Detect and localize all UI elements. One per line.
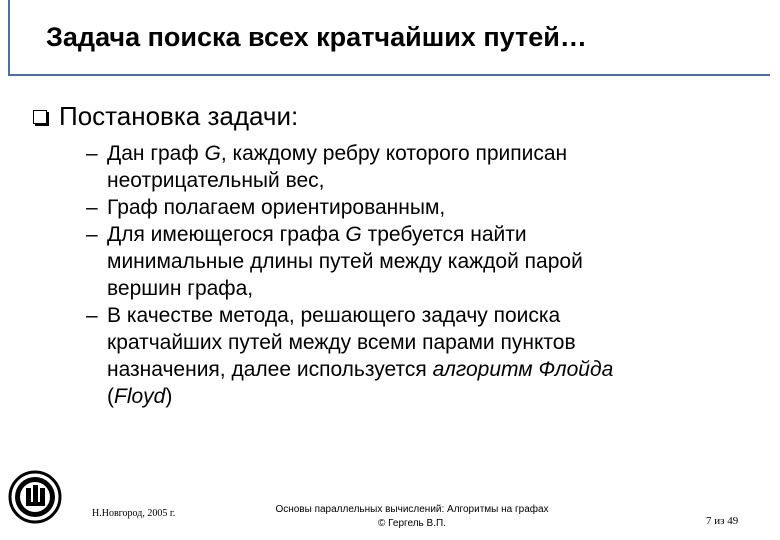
bullet-label: Постановка задачи (59, 100, 291, 131)
list-item-line: Граф полагаем ориентированным, (107, 196, 446, 219)
graph-g-text: Дан граф G, каждому ребру которого приписан (107, 142, 568, 165)
footer-author: © Гергель В.П. (378, 518, 446, 529)
sub-bullet-list (86, 140, 726, 410)
slide-title: Задача поиска всех кратчайших путей… (46, 22, 587, 52)
list-item-line: вершин графа, (107, 277, 254, 300)
list-item (86, 302, 726, 410)
square-bullet-icon (33, 110, 47, 124)
dash-bullet: – (86, 304, 98, 327)
list-item-line (107, 140, 726, 167)
list-item (86, 194, 726, 221)
title-rule-vertical (8, 0, 10, 76)
list-item-line: неотрицательный вес, (107, 169, 325, 192)
list-item-line: Для имеющегося графа G требуется найти (107, 223, 527, 246)
page-number: 7 из 49 (706, 515, 739, 527)
list-item-line: (Floyd) (107, 385, 173, 408)
list-item (86, 221, 726, 302)
footer-location-year: Н.Новгород, 2005 г. (92, 508, 176, 519)
dash-bullet: – (86, 142, 98, 165)
list-item-line: кратчайших путей между всеми парами пунктов (107, 331, 576, 354)
footer-course-info (262, 503, 562, 531)
list-item-line: назначения, далее используется алгоритм Флойда (107, 358, 614, 381)
title-rule-horizontal (8, 74, 770, 76)
dash-bullet: – (86, 196, 98, 219)
university-logo-icon (8, 470, 62, 524)
bullet-colon: : (291, 100, 299, 131)
list-item (86, 140, 726, 194)
footer-course-title: Основы параллельных вычислений: Алгоритмы на графах (275, 504, 549, 515)
list-item-line: минимальные длины путей между каждой парой (107, 250, 583, 273)
list-item-line: В качестве метода, решающего задачу поиска (107, 304, 561, 327)
dash-bullet: – (86, 223, 98, 246)
main-bullet (33, 100, 298, 132)
